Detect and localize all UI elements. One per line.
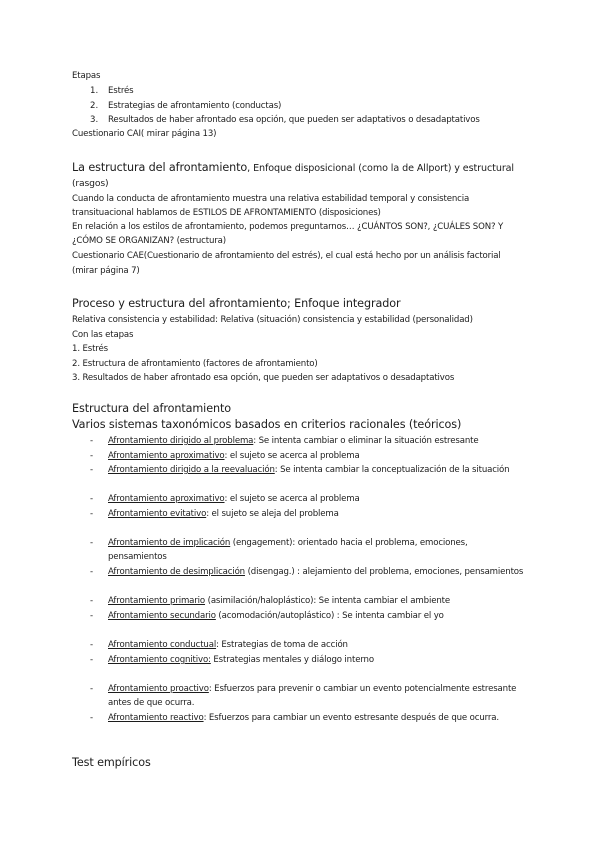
list-number: 2. — [90, 101, 99, 111]
bullet: - — [90, 596, 94, 606]
term: Afrontamiento dirigido al problema — [108, 436, 254, 446]
term: Afrontamiento evitativo — [108, 509, 207, 519]
section-subtitle: , Enfoque disposicional (como la de Allport) y estructural — [247, 163, 515, 174]
term: Afrontamiento proactivo — [108, 684, 209, 694]
bullet: - — [90, 567, 94, 577]
term: Afrontamiento secundario — [108, 611, 216, 621]
list-item-cont: pensamientos — [108, 552, 167, 562]
section-title: La estructura del afrontamiento — [72, 161, 248, 174]
section-title: Test empíricos — [72, 756, 151, 769]
term: Afrontamiento cognitivo: — [108, 655, 211, 665]
list-item — [108, 596, 450, 607]
paragraph-line: transituacional hablamos de ESTILOS DE AFRONTAMIENTO (disposiciones) — [72, 208, 381, 218]
paragraph-line: (mirar página 7) — [72, 266, 140, 276]
list-item — [108, 684, 516, 695]
section-title: Estructura del afrontamiento — [72, 402, 231, 415]
description: : Esfuerzos para prevenir o cambiar un evento potencialmente estresante — [208, 684, 517, 694]
term: Afrontamiento reactivo — [108, 713, 204, 723]
paragraph-line: Con las etapas — [72, 330, 134, 340]
description: (acomodación/autoplástico) : Se intenta cambiar el yo — [215, 611, 444, 621]
list-item — [108, 640, 348, 651]
paragraph-line: En relación a los estilos de afrontamiento, podemos preguntarnos… ¿CUÁNTOS SON?, ¿CUÁLES SON? Y — [72, 222, 504, 232]
bullet: - — [90, 684, 94, 694]
list-item — [108, 451, 360, 462]
bullet: - — [90, 713, 94, 723]
bullet: - — [90, 509, 94, 519]
list-item: Estrategias de afrontamiento (conductas) — [108, 101, 282, 111]
paragraph-line: Relativa consistencia y estabilidad: Relativa (situación) consistencia y estabilidad (personalidad) — [72, 315, 473, 325]
bullet: - — [90, 538, 94, 548]
bullet: - — [90, 611, 94, 621]
paragraph-line: ¿CÓMO SE ORGANIZAN? (estructura) — [72, 236, 226, 246]
term: Afrontamiento de desimplicación — [108, 567, 245, 577]
section-title: Proceso y estructura del afrontamiento; Enfoque integrador — [72, 297, 401, 310]
section-subtitle: Varios sistemas taxonómicos basados en criterios racionales (teóricos) — [72, 418, 462, 431]
list-number: 3. — [90, 115, 99, 125]
description: : Estrategias de toma de acción — [216, 640, 348, 650]
description: : Se intenta cambiar la conceptualización de la situación — [274, 465, 510, 475]
list-item: Estrés — [108, 86, 134, 96]
list-number: 1. — [90, 86, 99, 96]
description: (disengag.) : alejamiento del problema, emociones, pensamientos — [244, 567, 524, 577]
list-item — [108, 538, 468, 549]
list-item-cont: antes de que ocurra. — [108, 698, 195, 708]
list-item: Resultados de haber afrontado esa opción, que pueden ser adaptativos o desadaptativos — [108, 115, 480, 125]
description: (asimilación/haloplástico): Se intenta cambiar el ambiente — [205, 596, 450, 606]
list-item — [108, 465, 509, 476]
paragraph-line: Cuando la conducta de afrontamiento muestra una relativa estabilidad temporal y consistencia — [72, 194, 470, 204]
bullet: - — [90, 465, 94, 475]
bullet: - — [90, 640, 94, 650]
etapas-label: Etapas — [72, 71, 101, 81]
term: Afrontamiento aproximativo — [108, 451, 225, 461]
cai-note: Cuestionario CAI( mirar página 13) — [72, 129, 217, 139]
section-heading — [72, 161, 514, 176]
description: : el sujeto se acerca al problema — [224, 494, 360, 504]
paragraph-line: 2. Estructura de afrontamiento (factores de afrontamiento) — [72, 359, 318, 369]
description: : el sujeto se acerca al problema — [224, 451, 360, 461]
term: Afrontamiento dirigido a la reevaluación — [108, 465, 275, 475]
term: Afrontamiento aproximativo — [108, 494, 225, 504]
list-item — [108, 713, 499, 724]
paragraph-line: 3. Resultados de haber afrontado esa opción, que pueden ser adaptativos o desadaptativos — [72, 373, 455, 383]
term: Afrontamiento conductual — [108, 640, 217, 650]
paragraph-line: Cuestionario CAE(Cuestionario de afrontamiento del estrés), el cual está hecho por un análisis factorial — [72, 251, 501, 261]
term: Afrontamiento de implicación — [108, 538, 231, 548]
list-item — [108, 611, 444, 622]
list-item — [108, 655, 374, 666]
description: : el sujeto se aleja del problema — [206, 509, 339, 519]
description: (engagement): orientado hacia el problema, emociones, — [230, 538, 468, 548]
paragraph-line: 1. Estrés — [72, 344, 108, 354]
bullet: - — [90, 451, 94, 461]
description: : Se intenta cambiar o eliminar la situación estresante — [253, 436, 479, 446]
list-item — [108, 509, 339, 520]
description: : Esfuerzos para cambiar un evento estresante después de que ocurra. — [203, 713, 499, 723]
bullet: - — [90, 494, 94, 504]
bullet: - — [90, 436, 94, 446]
bullet: - — [90, 655, 94, 665]
list-item — [108, 494, 360, 505]
description: Estrategias mentales y diálogo interno — [210, 655, 374, 665]
list-item — [108, 567, 523, 578]
list-item — [108, 436, 478, 447]
term: Afrontamiento primario — [108, 596, 206, 606]
section-subtitle-cont: (rasgos) — [72, 178, 109, 189]
